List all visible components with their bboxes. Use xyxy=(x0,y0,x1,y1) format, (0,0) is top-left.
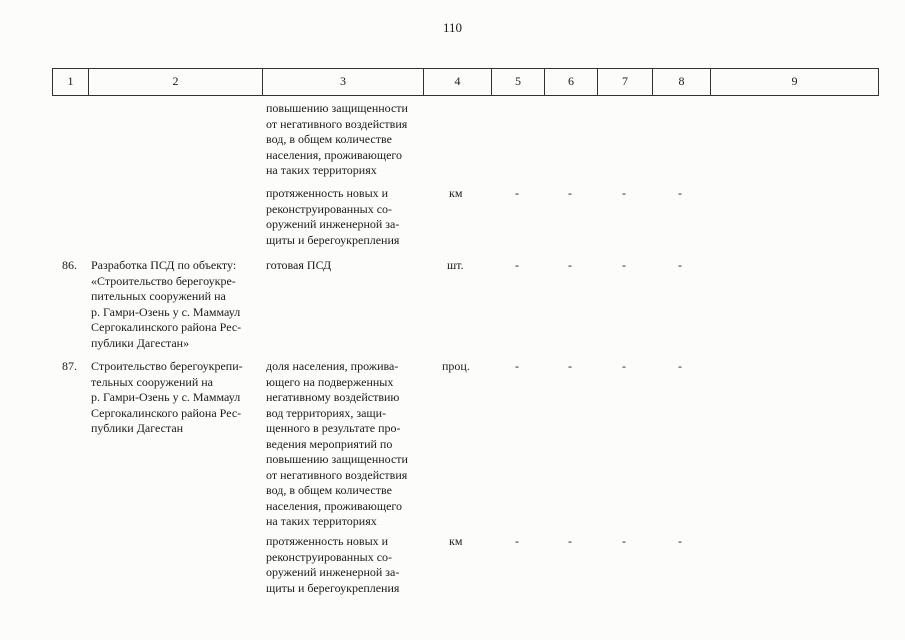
row-1-col6: - xyxy=(568,186,572,200)
header-col-6: 6 xyxy=(544,68,597,95)
row-3-col5: - xyxy=(515,359,519,373)
row-2-indicator: готовая ПСД xyxy=(266,258,332,272)
row-3-indicator: доля населения, прожива- ющего на подверженных негативному воздействию вод территориях, защи- щенного в результате про- ведения мероприятий по повышению защищенности от негативного воздействия вод, в общем количестве населения, проживающего на таких территориях xyxy=(266,359,408,528)
header-col-1: 1 xyxy=(52,68,88,95)
row-3-col8: - xyxy=(678,359,682,373)
row-4-indicator: протяженность новых и реконструированных со- оружений инженерной за- щиты и берегоукрепления xyxy=(266,534,400,595)
row-0-indicator: повышению защищенности от негативного воздействия вод, в общем количестве населения, проживающего на таких территориях xyxy=(266,101,408,177)
row-1-col8: - xyxy=(678,186,682,200)
row-1-unit: км xyxy=(449,186,463,200)
row-4-col8: - xyxy=(678,534,682,548)
row-3-unit: проц. xyxy=(442,359,470,373)
row-1-indicator: протяженность новых и реконструированных со- оружений инженерной за- щиты и берегоукрепления xyxy=(266,186,400,247)
header-col-7: 7 xyxy=(597,68,652,95)
row-2-col5: - xyxy=(515,258,519,272)
row-2-number: 86. xyxy=(62,258,77,272)
row-4-col5: - xyxy=(515,534,519,548)
header-col-8: 8 xyxy=(652,68,710,95)
header-col-3: 3 xyxy=(262,68,423,95)
header-col-9: 9 xyxy=(710,68,879,95)
row-1-col5: - xyxy=(515,186,519,200)
row-4-col7: - xyxy=(622,534,626,548)
table-header-bottom-border xyxy=(52,95,879,96)
row-3-col7: - xyxy=(622,359,626,373)
row-2-col8: - xyxy=(678,258,682,272)
header-col-4: 4 xyxy=(423,68,491,95)
row-4-unit: км xyxy=(449,534,463,548)
page-number: 110 xyxy=(442,20,463,35)
row-2-name: Разработка ПСД по объекту: «Строительство берегоукре- пительных сооружений на р. Гамри-Озень у с. Маммаул Сергокалинского района Рес- публики Дагестан» xyxy=(91,258,242,350)
row-2-col7: - xyxy=(622,258,626,272)
row-4-col6: - xyxy=(568,534,572,548)
row-2-unit: шт. xyxy=(447,258,464,272)
header-col-2: 2 xyxy=(88,68,262,95)
row-3-name: Строительство берегоукрепи- тельных сооружений на р. Гамри-Озень у с. Маммаул Сергокалинского района Рес- публики Дагестан xyxy=(91,359,243,435)
header-col-5: 5 xyxy=(491,68,544,95)
row-1-col7: - xyxy=(622,186,626,200)
row-3-number: 87. xyxy=(62,359,77,373)
row-2-col6: - xyxy=(568,258,572,272)
row-3-col6: - xyxy=(568,359,572,373)
